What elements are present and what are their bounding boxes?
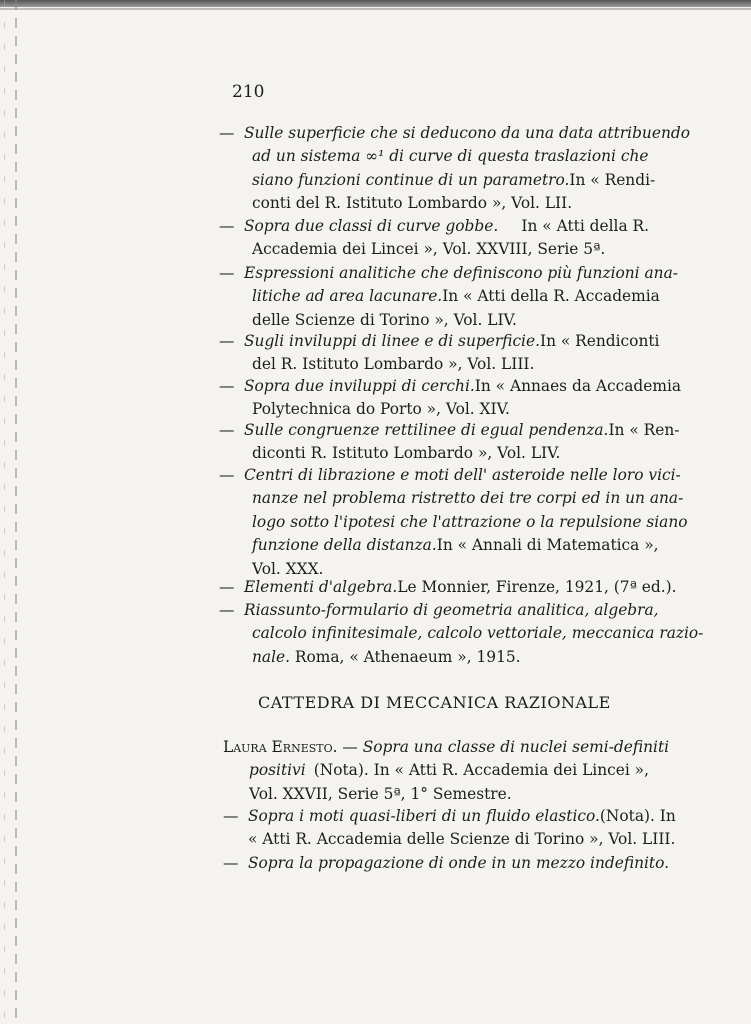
entry-title: Sopra la propagazione di onde in un mezzo indefinito.	[248, 854, 670, 872]
entry-line	[223, 805, 676, 828]
entry-line	[219, 599, 659, 622]
bibliography-entry	[219, 576, 677, 599]
entry-citation: Vol. XXX.	[252, 559, 324, 578]
entry-title: ad un sistema ∞¹ di curve di questa traslazioni che	[252, 147, 649, 166]
entry-title: siano funzioni continue di un parametro.	[252, 170, 570, 189]
entry-dash: —	[219, 217, 235, 235]
entry-line	[223, 736, 670, 759]
entry-citation: In « Atti della R.	[521, 217, 649, 235]
entry-dash: —	[219, 421, 235, 439]
entry-line	[219, 375, 682, 398]
entry-title: Sopra due classi di curve gobbe.	[244, 217, 499, 235]
entry-citation: (Nota). In	[599, 807, 676, 825]
entry-line	[223, 759, 649, 782]
entry-citation: « Atti R. Accademia delle Scienze di Torino », Vol. LIII.	[248, 830, 676, 849]
entry-citation: In « Rendi-	[569, 170, 656, 189]
entry-citation: Polytechnica do Porto », Vol. XIV.	[252, 400, 510, 419]
author-name: Laura Ernesto.	[223, 738, 338, 756]
bibliography-entry	[219, 122, 690, 216]
entry-line	[219, 576, 677, 599]
entry-title: litiche ad area lacunare.	[252, 287, 443, 306]
entry-title: Sugli inviluppi di linee e di superficie.	[244, 332, 540, 350]
entry-title: Sopra i moti quasi-liberi di un fluido elastico.	[248, 807, 600, 825]
entry-title: Sulle superficie che si deducono da una data attribuendo	[244, 124, 690, 142]
entry-line	[219, 534, 659, 557]
entry-citation: del R. Istituto Lombardo », Vol. LIII.	[252, 355, 535, 374]
entry-title: Sulle congruenze rettilinee di egual pendenza.	[244, 421, 609, 439]
entry-line	[219, 464, 681, 487]
entry-line	[219, 238, 649, 261]
entry-line	[219, 353, 649, 376]
bibliography-entry	[219, 599, 704, 669]
entry-line	[223, 783, 649, 806]
entry-title: Riassunto-formulario di geometria analitica, algebra,	[244, 601, 659, 619]
entry-title: nanze nel problema ristretto dei tre corpi ed in un ana-	[252, 489, 684, 508]
entry-dash: —	[219, 377, 235, 395]
entry-line	[219, 511, 688, 534]
entry-line	[219, 646, 649, 669]
entry-citation: In « Ren-	[608, 421, 680, 439]
entry-line	[219, 309, 649, 332]
entry-citation: diconti R. Istituto Lombardo », Vol. LIV.	[252, 444, 561, 463]
bibliography-entry	[219, 262, 678, 332]
entry-dash: —	[219, 124, 235, 142]
scan-top-border	[0, 0, 751, 7]
scan-top-border-thin	[0, 8, 751, 10]
entry-line	[219, 215, 649, 238]
scan-left-edge-outer	[4, 0, 5, 1024]
entry-citation: In « Annaes da Accademia	[474, 377, 682, 395]
entry-dash: —	[219, 264, 235, 282]
scan-left-edge	[15, 0, 17, 1024]
bibliography-entry	[219, 215, 649, 262]
entry-dash: —	[219, 466, 235, 484]
entry-title: nale.	[252, 647, 291, 666]
entry-line	[219, 122, 690, 145]
entry-dash: —	[342, 738, 358, 756]
entry-dash: —	[223, 807, 239, 825]
entry-line	[219, 192, 649, 215]
section-heading: CATTEDRA DI MECCANICA RAZIONALE	[258, 693, 611, 712]
entry-line	[219, 419, 680, 442]
entry-citation: Vol. XXVII, Serie 5ª, 1° Semestre.	[249, 784, 512, 803]
entry-title: funzione della distanza.	[252, 536, 437, 555]
entry-citation: Accademia dei Lincei », Vol. XXVIII, Serie 5ª.	[252, 240, 606, 259]
entry-citation: In « Atti della R. Accademia	[442, 287, 660, 306]
entry-title: Centri di librazione e moti dell' asteroide nelle loro vici-	[244, 466, 681, 484]
entry-dash: —	[219, 601, 235, 619]
entry-line	[219, 487, 684, 510]
entry-line	[219, 169, 656, 192]
entry-line	[219, 262, 678, 285]
entry-title: Sopra una classe di nuclei semi-definiti	[362, 738, 670, 756]
entry-citation: In « Annali di Matematica »,	[436, 536, 659, 555]
entry-dash: —	[223, 854, 239, 872]
entry-citation: Le Monnier, Firenze, 1921, (7ª ed.).	[397, 578, 677, 596]
entry-citation: (Nota). In « Atti R. Accademia dei Lincei »,	[313, 761, 649, 780]
entry-line	[223, 828, 676, 851]
bibliography-entry	[219, 330, 660, 377]
entry-title: logo sotto l'ipotesi che l'attrazione o la repulsione siano	[252, 512, 688, 531]
entry-title: calcolo infinitesimale, calcolo vettoriale, meccanica razio-	[252, 624, 704, 643]
entry-citation: delle Scienze di Torino », Vol. LIV.	[252, 310, 517, 329]
entry-dash: —	[219, 332, 235, 350]
entry-line	[219, 145, 649, 168]
author-bibliography-entry	[223, 805, 676, 852]
entry-citation: In « Rendiconti	[539, 332, 660, 350]
entry-line	[219, 442, 649, 465]
page-number: 210	[232, 82, 265, 102]
entry-title: Elementi d'algebra.	[244, 578, 398, 596]
bibliography-entry	[219, 464, 688, 581]
author-bibliography-entry	[223, 852, 670, 875]
entry-line	[219, 330, 660, 353]
author-bibliography-entry	[223, 736, 670, 806]
entry-line	[219, 285, 660, 308]
entry-dash: —	[219, 578, 235, 596]
bibliography-entry	[219, 419, 680, 466]
entry-line	[223, 852, 670, 875]
entry-title: Sopra due inviluppi di cerchi.	[244, 377, 475, 395]
entry-citation: conti del R. Istituto Lombardo », Vol. LII.	[252, 194, 573, 213]
entry-line	[219, 622, 704, 645]
bibliography-entry	[219, 375, 682, 422]
entry-title: positivi	[249, 761, 306, 780]
entry-citation: Roma, « Athenaeum », 1915.	[294, 647, 521, 666]
entry-title: Espressioni analitiche che definiscono più funzioni ana-	[244, 264, 678, 282]
